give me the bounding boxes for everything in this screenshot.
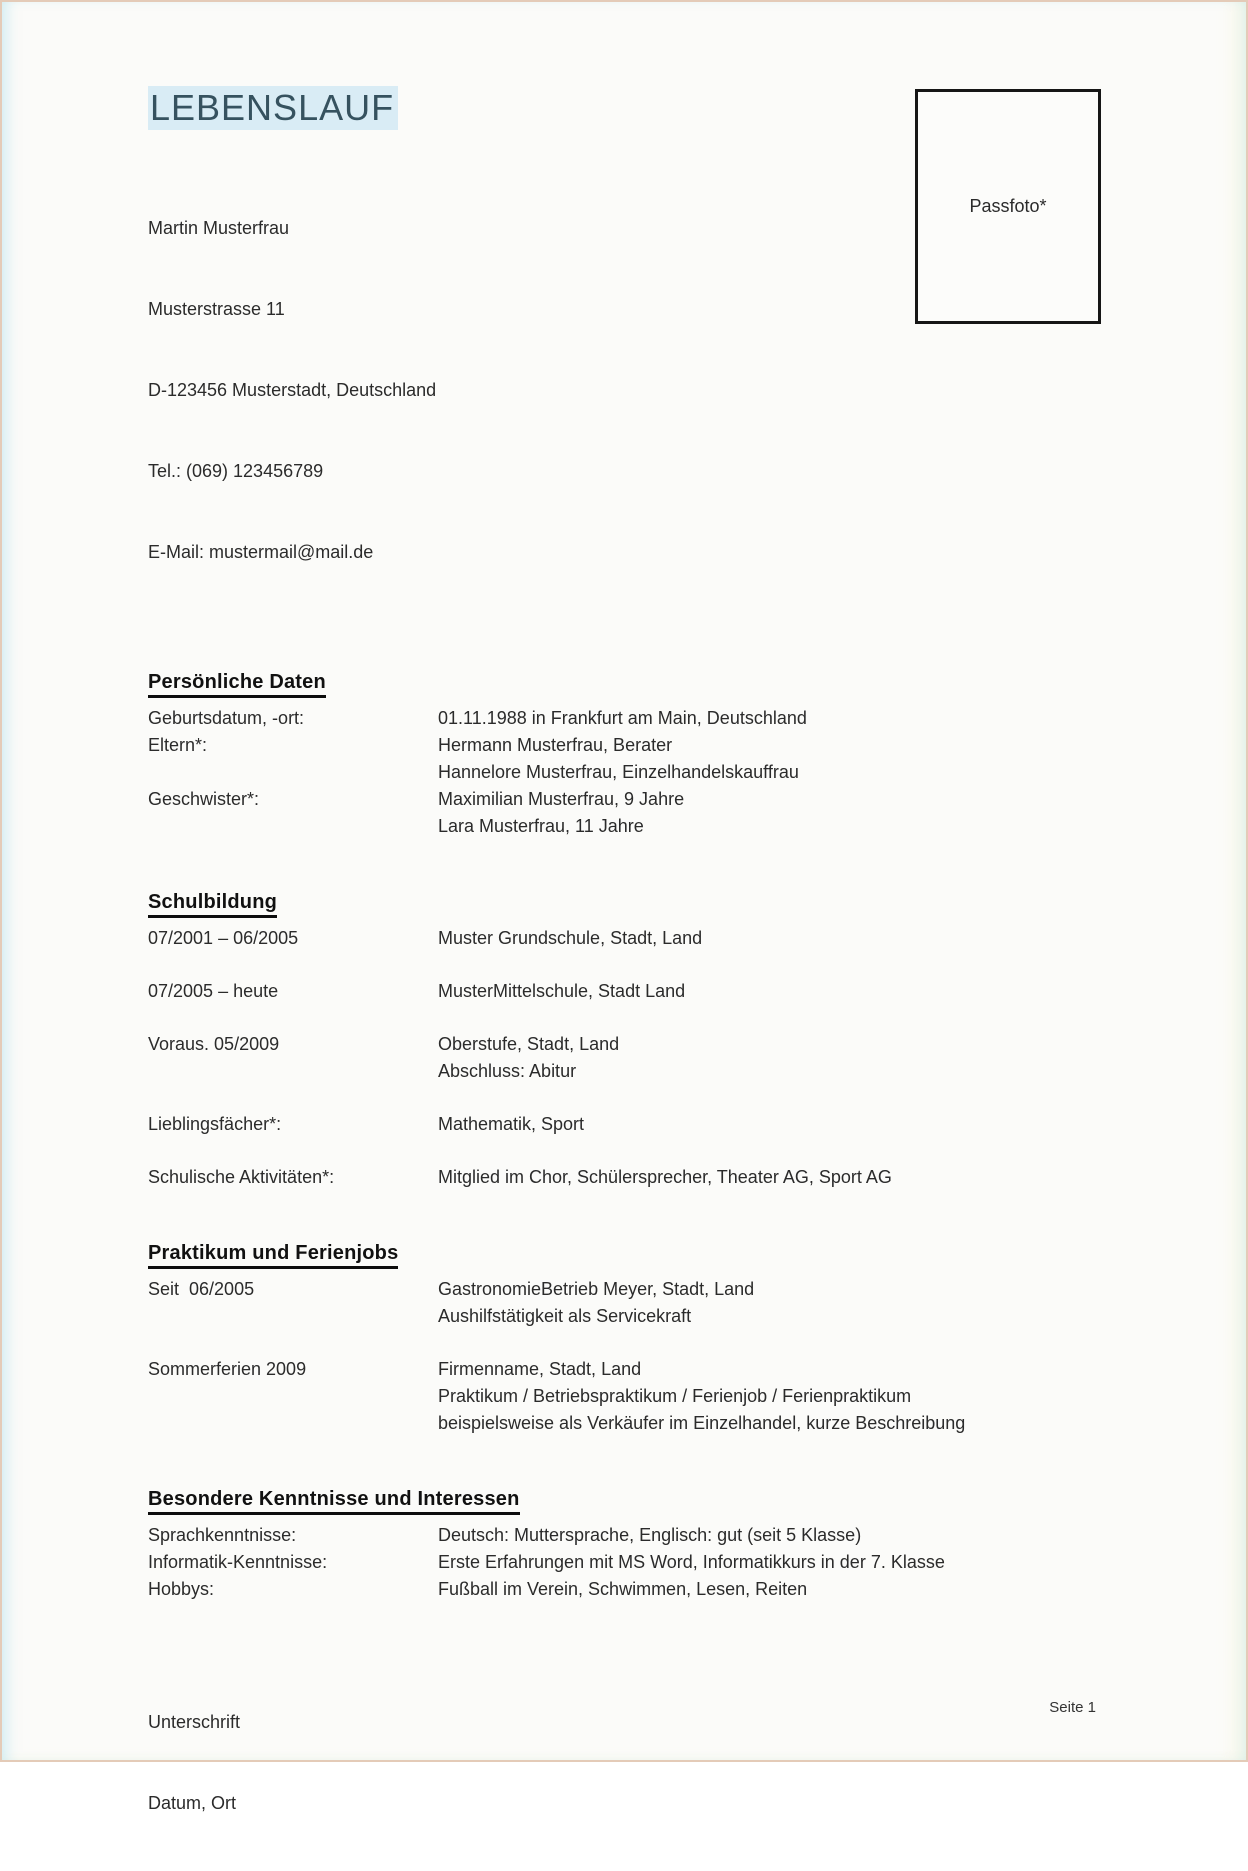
- section-heading: Besondere Kenntnisse und Interessen: [148, 1488, 520, 1515]
- table-row: [148, 813, 1096, 840]
- contact-line-city: D-123456 Musterstadt, Deutschland: [148, 380, 437, 400]
- row-value: Erste Erfahrungen mit MS Word, Informatikkurs in der 7. Klasse: [438, 1552, 945, 1572]
- section-rows: [148, 705, 1096, 840]
- row-label: [148, 1058, 438, 1085]
- row-value: Fußball im Verein, Schwimmen, Lesen, Reiten: [438, 1579, 808, 1599]
- table-row: [148, 1576, 1096, 1603]
- row-value: Abschluss: Abitur: [438, 1061, 577, 1081]
- table-row: [148, 1058, 1096, 1085]
- contact-line-street: Musterstrasse 11: [148, 299, 285, 319]
- row-label: Informatik-Kenntnisse:: [148, 1552, 328, 1572]
- row-value: Lara Musterfrau, 11 Jahre: [438, 816, 644, 836]
- row-value: Praktikum / Betriebspraktikum / Ferienjob / Ferienpraktikum: [438, 1386, 912, 1406]
- table-row: [148, 759, 1096, 786]
- contact-line-email: E-Mail: mustermail@mail.de: [148, 542, 374, 562]
- row-label: [148, 1383, 438, 1410]
- row-value: Mitglied im Chor, Schülersprecher, Theater AG, Sport AG: [438, 1167, 892, 1187]
- section-rows: [148, 925, 1096, 1191]
- row-value: 01.11.1988 in Frankfurt am Main, Deutschland: [438, 708, 807, 728]
- section-rows: [148, 1522, 1096, 1603]
- row-label: Eltern*:: [148, 735, 208, 755]
- row-value: Hannelore Musterfrau, Einzelhandelskauffrau: [438, 762, 799, 782]
- section-skills-interests: [148, 1488, 1096, 1603]
- section-heading: Schulbildung: [148, 891, 277, 918]
- table-row: [148, 705, 1096, 732]
- section-personal-data: [148, 671, 1096, 840]
- page-title-text: LEBENSLAUF: [148, 86, 398, 130]
- section-rows: [148, 1276, 1096, 1437]
- table-row: [148, 1383, 1096, 1410]
- row-label: [148, 759, 438, 786]
- passport-photo-label: Passfoto*: [969, 196, 1047, 216]
- table-row: [148, 1549, 1096, 1576]
- signature-line: Unterschrift: [148, 1712, 241, 1732]
- page-number: Seite 1: [1049, 1699, 1096, 1716]
- row-value: Hermann Musterfrau, Berater: [438, 735, 673, 755]
- table-row: [148, 1276, 1096, 1303]
- table-row: [148, 978, 1096, 1005]
- table-row: [148, 1522, 1096, 1549]
- contact-line-name: Martin Musterfrau: [148, 218, 290, 238]
- table-row: [148, 1031, 1096, 1058]
- row-value: GastronomieBetrieb Meyer, Stadt, Land: [438, 1279, 755, 1299]
- row-value: Oberstufe, Stadt, Land: [438, 1034, 620, 1054]
- section-education: [148, 891, 1096, 1191]
- section-heading: Persönliche Daten: [148, 671, 326, 698]
- contact-line-phone: Tel.: (069) 123456789: [148, 461, 324, 481]
- section-internships: [148, 1242, 1096, 1437]
- row-label: Seit 06/2005: [148, 1279, 255, 1299]
- row-label: [148, 813, 438, 840]
- table-row: [148, 732, 1096, 759]
- table-row: [148, 925, 1096, 952]
- signature-block: [148, 1655, 1096, 1871]
- row-label: Hobbys:: [148, 1579, 215, 1599]
- row-value: Maximilian Musterfrau, 9 Jahre: [438, 789, 685, 809]
- row-value: Firmenname, Stadt, Land: [438, 1359, 642, 1379]
- table-row: [148, 1303, 1096, 1330]
- row-label: Voraus. 05/2009: [148, 1034, 280, 1054]
- row-label: 07/2001 – 06/2005: [148, 928, 299, 948]
- section-heading: Praktikum und Ferienjobs: [148, 1242, 398, 1269]
- row-label: Lieblingsfächer*:: [148, 1114, 282, 1134]
- row-label: 07/2005 – heute: [148, 981, 279, 1001]
- row-value: beispielsweise als Verkäufer im Einzelhandel, kurze Beschreibung: [438, 1413, 966, 1433]
- row-label: [148, 1303, 438, 1330]
- row-label: Sommerferien 2009: [148, 1359, 307, 1379]
- passport-photo-box: [915, 89, 1101, 324]
- row-label: Schulische Aktivitäten*:: [148, 1167, 335, 1187]
- row-value: Muster Grundschule, Stadt, Land: [438, 928, 703, 948]
- row-label: [148, 1410, 438, 1437]
- table-row: [148, 786, 1096, 813]
- row-label: Geburtsdatum, -ort:: [148, 708, 305, 728]
- table-row: [148, 1356, 1096, 1383]
- signature-date-place-line: Datum, Ort: [148, 1793, 237, 1813]
- table-row: [148, 1410, 1096, 1437]
- table-row: [148, 1111, 1096, 1138]
- row-label: Sprachkenntnisse:: [148, 1525, 297, 1545]
- row-value: Mathematik, Sport: [438, 1114, 585, 1134]
- row-label: Geschwister*:: [148, 789, 260, 809]
- row-value: Deutsch: Muttersprache, Englisch: gut (seit 5 Klasse): [438, 1525, 862, 1545]
- row-value: MusterMittelschule, Stadt Land: [438, 981, 686, 1001]
- table-row: [148, 1164, 1096, 1191]
- row-value: Aushilfstätigkeit als Servicekraft: [438, 1306, 692, 1326]
